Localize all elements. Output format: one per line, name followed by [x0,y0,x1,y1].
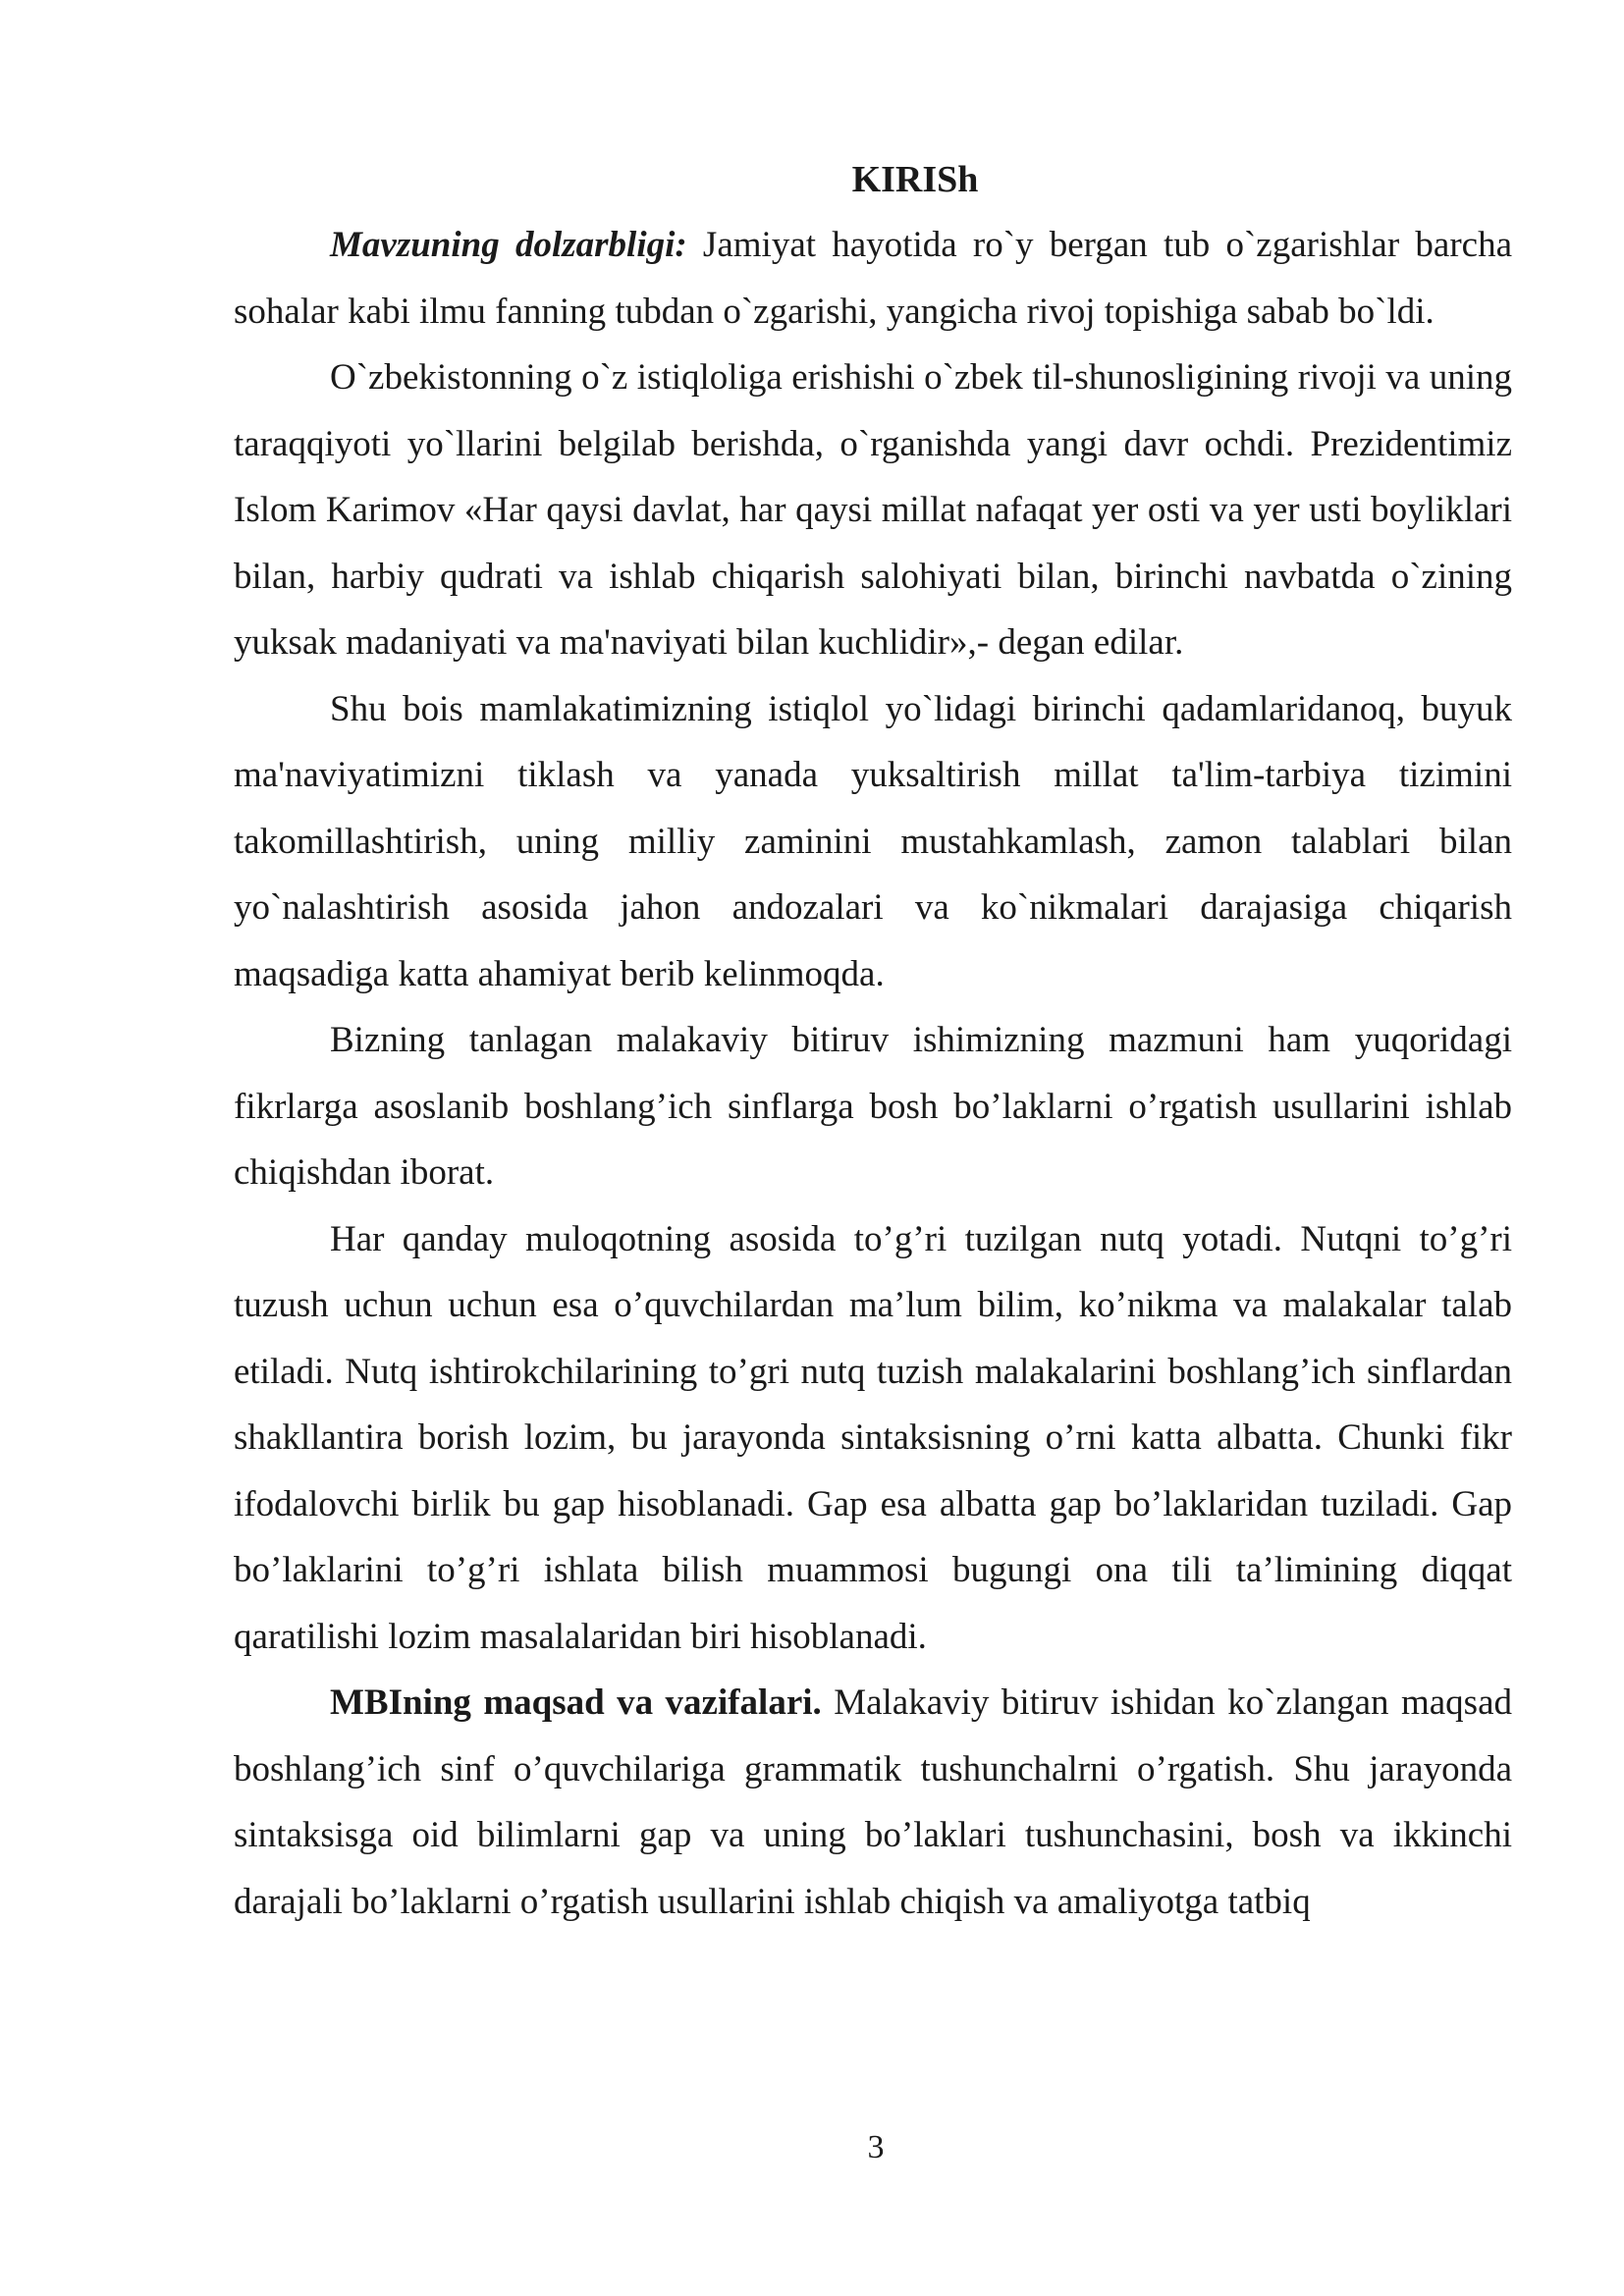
paragraph-lead-relevance: Mavzuning dolzarbligi: [330,225,687,265]
page-title: KIRISh [851,159,979,200]
page-number: 3 [867,2129,885,2165]
paragraph-thesis-content: Bizning tanlagan malakaviy bitiruv ishimizning mazmuni ham yuqoridagi fikrlarga asoslanib boshlang’ich sinflarga bosh bo’laklarni o’rgatish usullarini ishlab chiqishdan iborat. [234,1020,1512,1193]
paragraph-text-relevance: Jamiyat hayotida ro`y bergan tub o`zgarishlar barcha sohalar kabi ilmu fanning tubdan o`zgarishi, yangicha rivoj topishiga sabab bo`ldi. [234,225,1512,332]
paragraph-goals [234,1670,1512,1935]
paragraph-relevance [234,212,1512,345]
paragraph-spirituality: Shu bois mamlakatimizning istiqlol yo`lidagi birinchi qadamlaridanoq, buyuk ma'naviyatimizni tiklash va yanada yuksaltirish millat ta'lim-tarbiya tizimini takomillashtirish, uning milliy zaminini mustahkamlash, zamon talablari bilan yo`nalashtirish asosida jahon andozalari va ko`nikmalari darajasiga chiqarish maqsadiga katta ahamiyat berib kelinmoqda. [234,688,1512,994]
paragraph-independence: O`zbekistonning o`z istiqloliga erishishi o`zbek til-shunosligining rivoji va uning taraqqiyoti yo`llarini belgilab berishda, o`rganishda yangi davr ochdi. Prezidentimiz Islom Karimov «Har qaysi davlat, har qaysi millat nafaqat yer osti va yer usti boyliklari bilan, harbiy qudrati va ishlab chiqarish salohiyati bilan, birinchi navbatda o`zining yuksak madaniyati va ma'naviyati bilan kuchlidir»,- degan edilar. [234,357,1512,663]
paragraph-lead-goals: MBIning maqsad va vazifalari. [330,1682,822,1723]
paragraph-text-goals: Malakaviy bitiruv ishidan ko`zlangan maqsad boshlang’ich sinf o’quvchilariga grammatik tushunchalrni o’rgatish. Shu jarayonda sintaksisga oid bilimlarni gap va uning bo’laklari tushunchasini, bosh va ikkinchi darajali bo’laklarni o’rgatish usullarini ishlab chiqish va amaliyotga tatbiq [234,1682,1512,1922]
document-page [234,147,1512,1935]
paragraph-speech: Har qanday muloqotning asosida to’g’ri tuzilgan nutq yotadi. Nutqni to’g’ri tuzush uchun uchun esa o’quvchilardan ma’lum bilim, ko’nikma va malakalar talab etiladi. Nutq ishtirokchilarining to’gri nutq tuzish malakalarini boshlang’ich sinflardan shakllantira borish lozim, bu jarayonda sintaksisning o’rni katta albatta. Chunki fikr ifodalovchi birlik bu gap hisoblanadi. Gap esa albatta gap bo’laklaridan tuziladi. Gap bo’laklarini to’g’ri ishlata bilish muammosi bugungi ona tili ta’limining diqqat qaratilishi lozim masalalaridan biri hisoblanadi. [234,1218,1512,1657]
